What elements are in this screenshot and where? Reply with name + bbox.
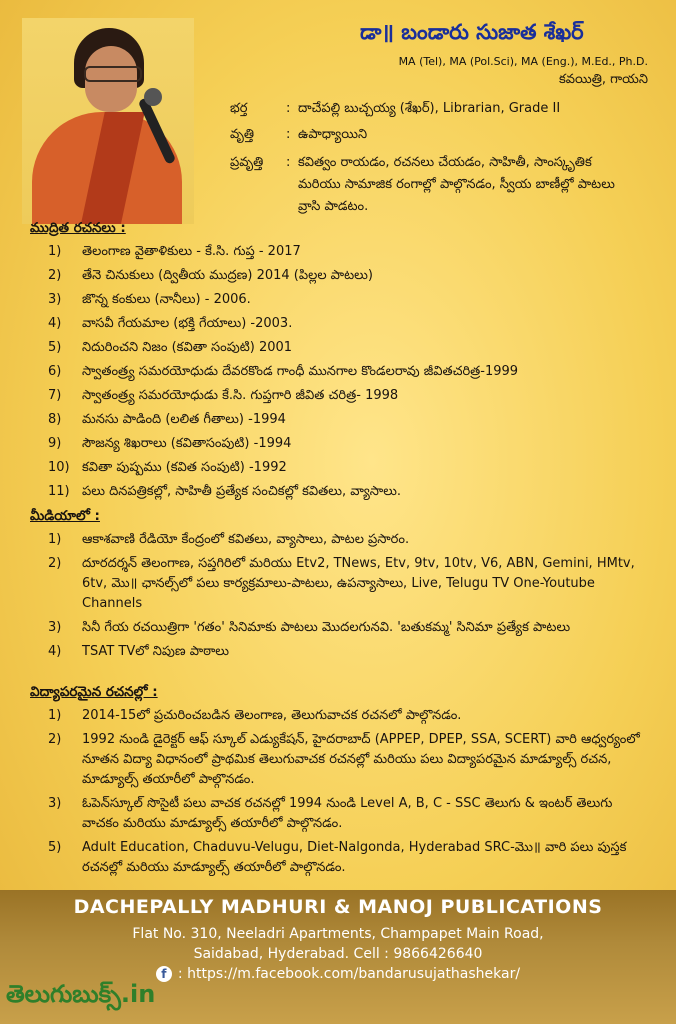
detail-value: ఉపాధ్యాయిని <box>298 127 368 142</box>
list-item <box>48 706 648 726</box>
item-text: స్వాతంత్ర్య సమరయోధుడు దేవరకొండ గాంధీ మునగాల కొండలరావు జీవితచరిత్ర-1999 <box>82 364 519 379</box>
item-number: 5) <box>48 840 62 855</box>
list-item <box>48 242 648 262</box>
item-text: ఓపెన్‌స్కూల్ సొసైటీ పలు వాచక రచనల్లో 1994 నుండి Level A, B, C - SSC తెలుగు & ఇంటర్ తెలుగు వాచకం మరియు మాడ్యూల్స్ తయారీలో పాల్గొనడం. <box>82 796 613 831</box>
item-text: సినీ గేయ రచయిత్రిగా 'గతం' సినిమాకు పాటలు మొదలగునవి. 'బతుకమ్మ' సినిమా ప్రత్యేక పాటలు <box>82 620 571 635</box>
list-item <box>48 410 648 430</box>
section-heading-educational: విద్యాపరమైన రచనల్లో : <box>30 684 158 700</box>
item-text: పలు దినపత్రికల్లో, సాహితీ ప్రత్యేక సంచికల్లో కవితలు, వ్యాసాలు. <box>82 484 402 499</box>
section-heading-media: మీడియాలో : <box>30 508 100 524</box>
facebook-url[interactable]: : https://m.facebook.com/bandarusujathashekar/ <box>177 966 521 982</box>
item-number: 7) <box>48 388 62 403</box>
item-text: 1992 నుండి డైరెక్టర్ ఆఫ్ స్కూల్ ఎడ్యుకేషన్, హైదరాబాద్ (APPEP, DPEP, SSA, SCERT) వారి ఆధ్వర్యంలో నూతన విద్యా విధానంలో ప్రాథమిక తెలుగువాచక రచనల్లో మరియు పలు విద్యాపరమైన మాడ్యూల్స్ రచన, మాడ్యూల్స్ తయారీలో పాల్గొనడం. <box>82 732 640 787</box>
item-number: 1) <box>48 244 62 259</box>
author-qualifications: MA (Tel), MA (Pol.Sci), MA (Eng.), M.Ed., Ph.D. <box>398 55 648 68</box>
list-item <box>48 362 648 382</box>
list-item <box>48 794 648 834</box>
item-text: వాసవీ గేయమాల (భక్తి గేయాలు) -2003. <box>82 316 293 331</box>
author-role: కవయిత్రి, గాయని <box>559 72 648 87</box>
glasses-shape <box>84 66 142 82</box>
item-number: 1) <box>48 532 62 547</box>
item-number: 6) <box>48 364 62 379</box>
item-text: సౌజన్య శిఖరాలు (కవితాసంపుటి) -1994 <box>82 436 292 451</box>
item-number: 3) <box>48 292 62 307</box>
detail-colon: : <box>286 101 291 116</box>
published-works-list <box>48 242 648 506</box>
list-item <box>48 338 648 358</box>
item-number: 3) <box>48 796 62 811</box>
list-item <box>48 618 648 638</box>
list-item <box>48 482 648 502</box>
item-text: జొన్న కంకులు (నానీలు) - 2006. <box>82 292 251 307</box>
item-number: 8) <box>48 412 62 427</box>
item-text: నిదురించని నిజం (కవితా సంపుటి) 2001 <box>82 340 293 355</box>
author-photo <box>22 18 194 224</box>
item-text: TSAT TVలో నిపుణ పాఠాలు <box>82 644 230 659</box>
list-item <box>48 838 648 878</box>
item-number: 4) <box>48 644 62 659</box>
watermark-logo: తెలుగుబుక్స్.in <box>6 980 156 1008</box>
item-number: 2) <box>48 556 62 571</box>
detail-label: ప్రవృత్తి <box>230 155 264 170</box>
list-item <box>48 266 648 286</box>
educational-works-list <box>48 706 648 882</box>
author-name: డా॥ బండారు సుజాత శేఖర్ <box>360 20 584 44</box>
detail-label: భర్త <box>230 101 248 116</box>
item-number: 9) <box>48 436 62 451</box>
list-item <box>48 386 648 406</box>
item-number: 10) <box>48 460 70 475</box>
item-text: స్వాతంత్ర్య సమరయోధుడు కే.సి. గుప్తగారి జీవిత చరిత్ర- 1998 <box>82 388 399 403</box>
publisher-name: DACHEPALLY MADHURI & MANOJ PUBLICATIONS <box>73 896 603 918</box>
list-item <box>48 314 648 334</box>
item-text: Adult Education, Chaduvu-Velugu, Diet-Nalgonda, Hyderabad SRC-మొ॥ వారి పలు పుస్తక రచనల్లో మరియు మాడ్యూల్స్ తయారీలో పాల్గొనడం. <box>82 840 627 875</box>
list-item <box>48 530 648 550</box>
list-item <box>48 458 648 478</box>
list-item <box>48 730 648 790</box>
detail-value: కవిత్వం రాయడం, రచనలు చేయడం, సాహితీ, సాంస్కృతిక మరియు సామాజిక రంగాల్లో పాల్గొనడం, స్వీయ బాణీల్లో పాటలు వ్రాసి పాడటం. <box>298 155 615 214</box>
section-heading-published: ముద్రిత రచనలు : <box>30 220 126 236</box>
detail-colon: : <box>286 127 291 142</box>
list-item <box>48 290 648 310</box>
item-number: 1) <box>48 708 62 723</box>
facebook-icon: f <box>156 966 172 982</box>
item-text: కవితా పుష్పము (కవిత సంపుటి) -1992 <box>82 460 287 475</box>
microphone-head-icon <box>144 88 162 106</box>
list-item <box>48 434 648 454</box>
item-number: 2) <box>48 268 62 283</box>
item-text: మనసు పాడింది (లలిత గీతాలు) -1994 <box>82 412 286 427</box>
detail-value: దాచేపల్లి బుచ్చయ్య (శేఖర్), Librarian, Grade II <box>298 101 561 116</box>
item-number: 5) <box>48 340 62 355</box>
media-list <box>48 530 648 666</box>
item-number: 2) <box>48 732 62 747</box>
list-item <box>48 554 648 614</box>
item-text: ఆకాశవాణి రేడియో కేంద్రంలో కవితలు, వ్యాసాలు, పాటల ప్రసారం. <box>82 532 410 547</box>
item-number: 4) <box>48 316 62 331</box>
detail-label: వృత్తి <box>230 127 255 142</box>
item-text: 2014-15లో ప్రచురించబడిన తెలంగాణ, తెలుగువాచక రచనలో పాల్గొనడం. <box>82 708 462 723</box>
list-item <box>48 642 648 662</box>
item-text: దూరదర్శన్ తెలంగాణ, సప్తగిరిలో మరియు Etv2, TNews, Etv, 9tv, 10tv, V6, ABN, Gemini, HMtv, 6tv, మొ॥ ఛానల్స్‌లో పలు కార్యక్రమాలు-పాటలు, ఉపన్యాసాలు, Live, Telugu TV One-Youtube Channels <box>82 556 635 611</box>
publisher-address-line2: Saidabad, Hyderabad. Cell : 9866426640 <box>193 946 483 962</box>
publisher-address-line1: Flat No. 310, Neeladri Apartments, Champapet Main Road, <box>132 926 544 942</box>
item-number: 3) <box>48 620 62 635</box>
item-number: 11) <box>48 484 70 499</box>
detail-colon: : <box>286 155 291 170</box>
item-text: తేనె చినుకులు (ద్వితీయ ముద్రణ) 2014 (పిల్లల పాటలు) <box>82 268 373 283</box>
item-text: తెలంగాణ వైతాళికులు - కే.సి. గుప్త - 2017 <box>82 244 301 259</box>
